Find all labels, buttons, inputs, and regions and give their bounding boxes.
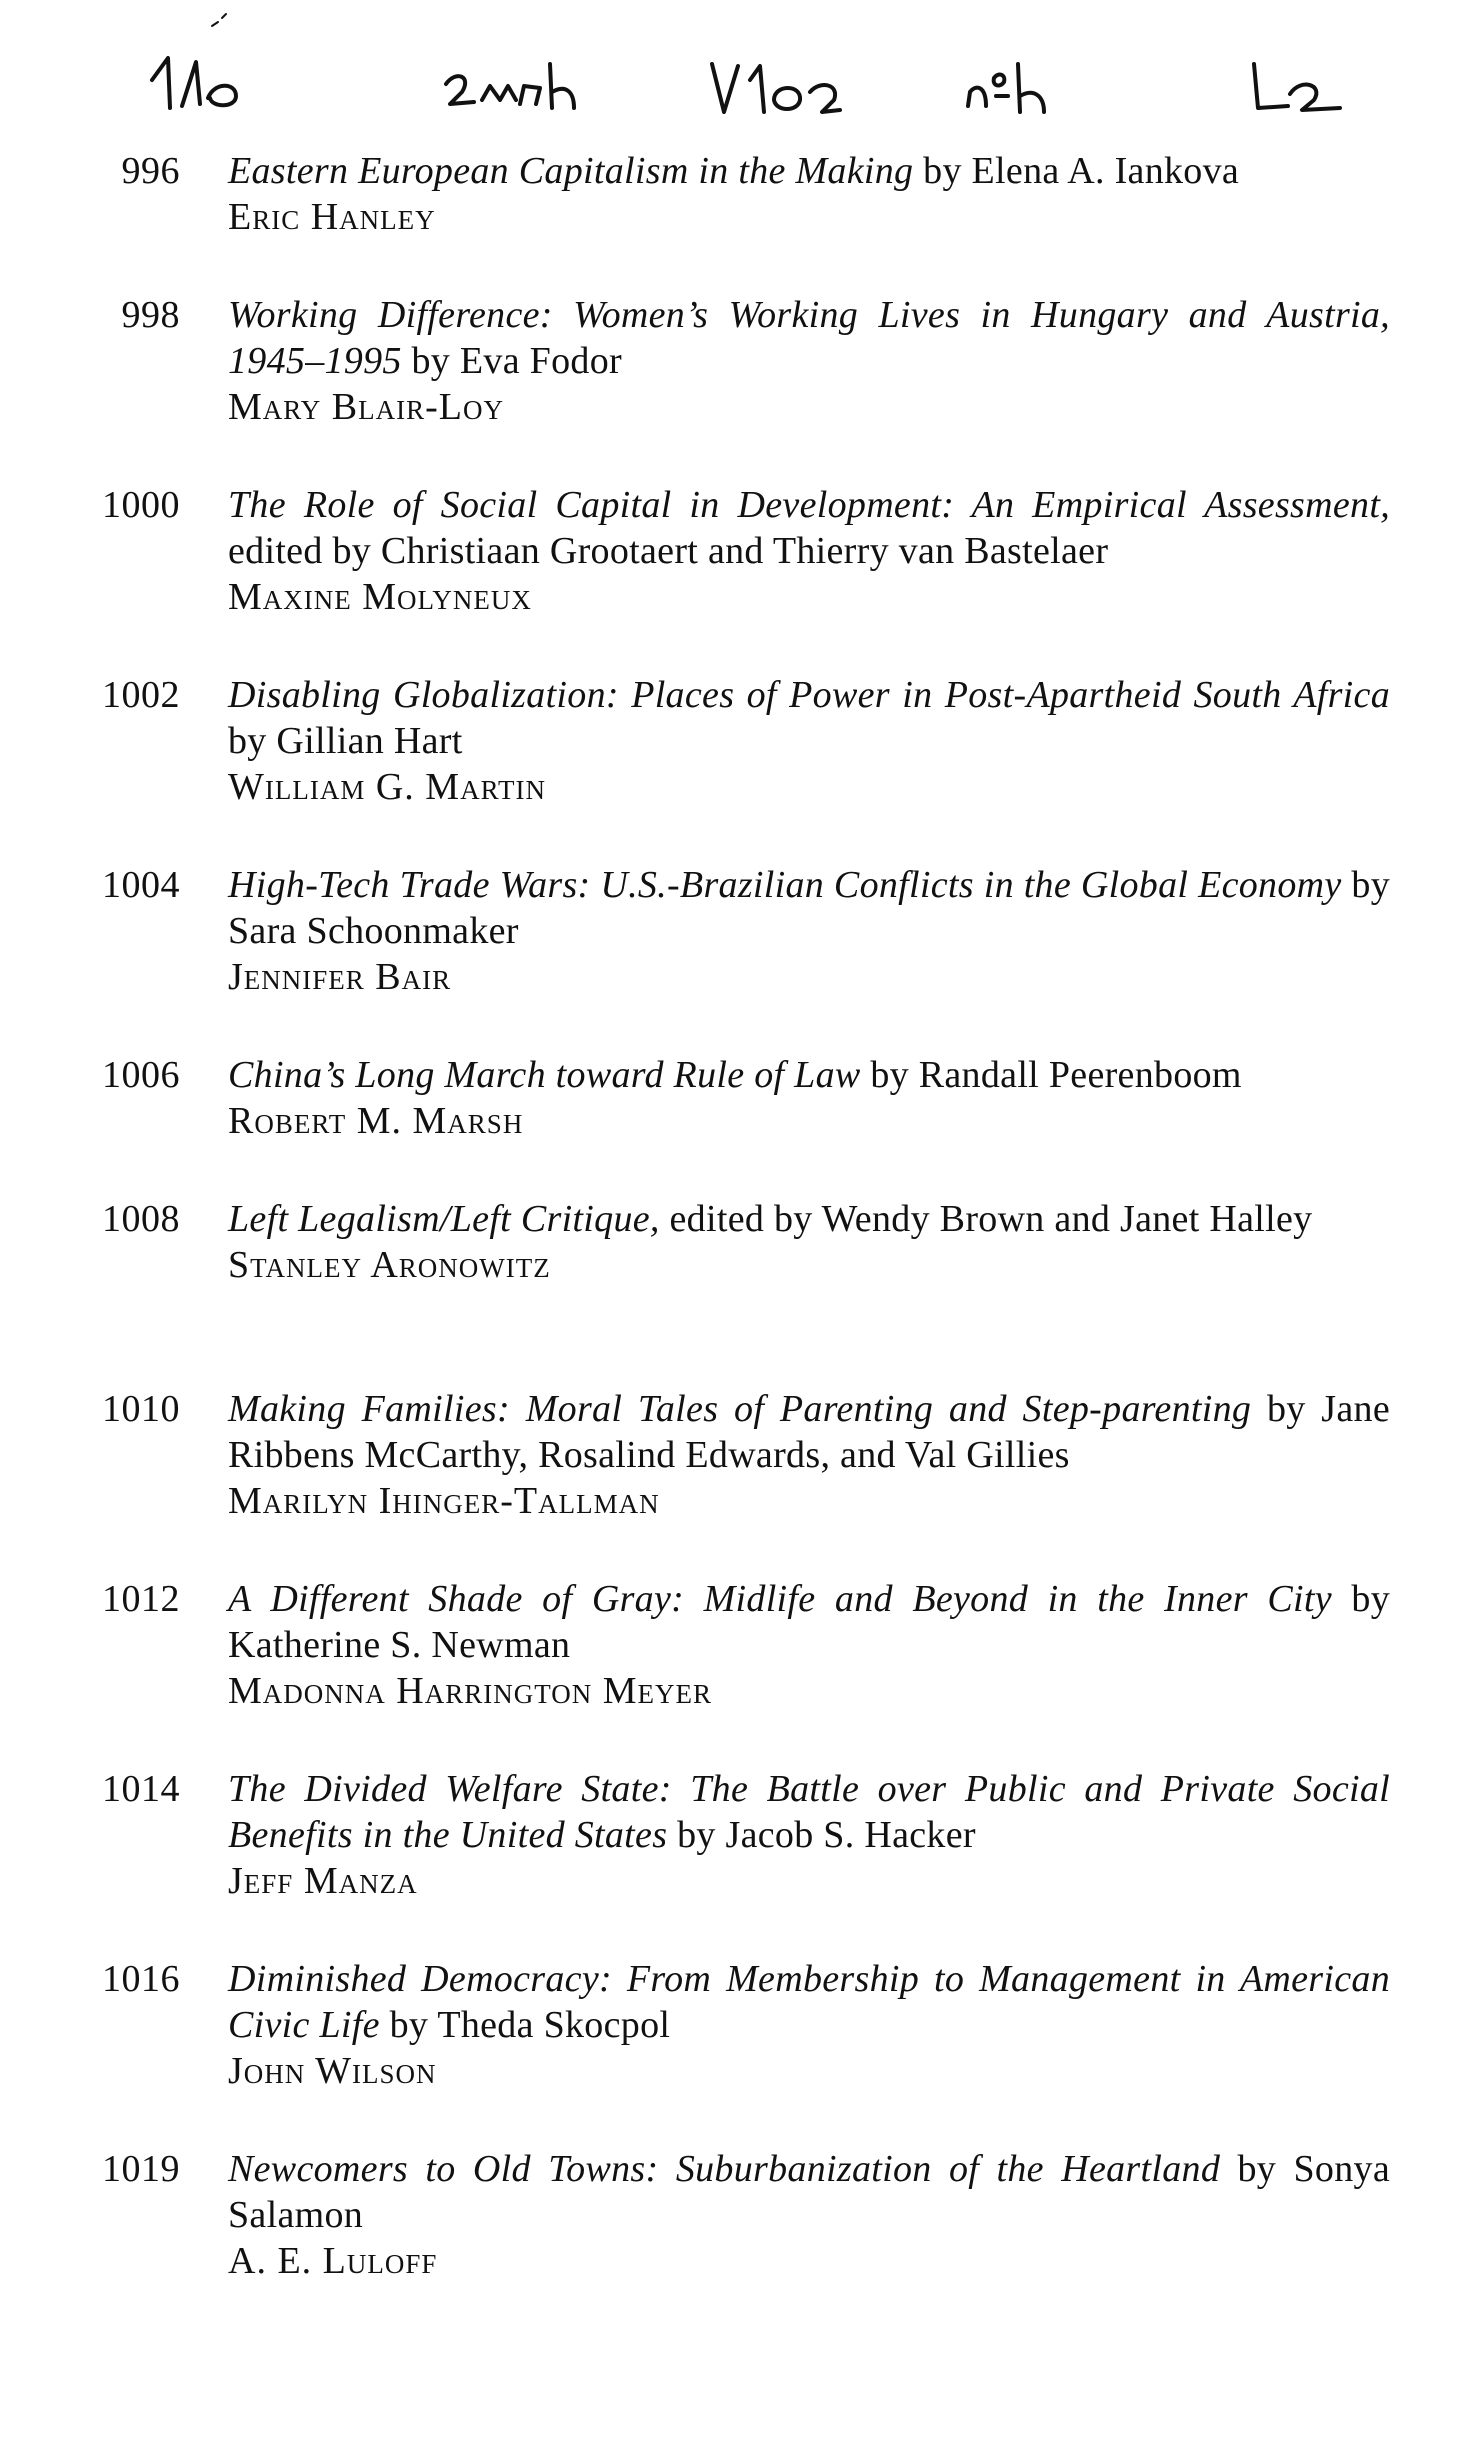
review-entry [0,1956,1463,2146]
page-number: 1008 [102,1198,180,1240]
page-number: 1006 [102,1054,180,1096]
reviewer-name: Maxine Molyneux [228,576,532,618]
review-entry [0,862,1463,1052]
entry-text [228,862,1390,1000]
entry-text [228,1956,1390,2094]
reviewer-name: Eric Hanley [228,196,436,238]
book-title: The Divided Welfare State: The Battle over Public and Private Social Benefits in the United States [228,1768,1390,1856]
entry-text [228,2146,1390,2284]
book-credit: edited by Wendy Brown and Janet Halley [659,1198,1313,1240]
review-entry [0,1766,1463,1956]
review-entry [0,148,1463,292]
page-number: 998 [121,294,180,336]
page-number: 1010 [102,1388,180,1430]
handwritten-annotation-drawing [0,0,1463,160]
book-title: High-Tech Trade Wars: U.S.-Brazilian Conflicts in the Global Economy [228,864,1342,906]
page-number: 1019 [102,2148,180,2190]
page-number: 996 [121,150,180,192]
page-number: 1012 [102,1578,180,1620]
book-credit: by Eva Fodor [401,340,622,382]
book-title: Eastern European Capitalism in the Making [228,150,914,192]
entry-text [228,1766,1390,1904]
book-title: Newcomers to Old Towns: Suburbanization of the Heartland [228,2148,1221,2190]
book-title: A Different Shade of Gray: Midlife and Beyond in the Inner City [228,1578,1332,1620]
entry-text [228,1196,1390,1288]
review-entry [0,1052,1463,1196]
book-credit: by Elena A. Iankova [913,150,1240,192]
book-credit: by Theda Skocpol [379,2004,671,2046]
reviewer-name: Mary Blair-Loy [228,386,505,428]
page-number: 1000 [102,484,180,526]
review-entry [0,482,1463,672]
book-title: China’s Long March toward Rule of Law [228,1054,861,1096]
entry-text [228,1052,1390,1144]
book-title: Left Legalism/Left Critique, [228,1198,660,1240]
book-title: Diminished Democracy: From Membership to Management in American Civic Life [228,1958,1390,2046]
page-number: 1004 [102,864,180,906]
reviewer-name: A. E. Luloff [228,2240,438,2282]
reviewer-name: Madonna Harrington Meyer [228,1670,713,1712]
book-credit: by Katherine S. Newman [228,1578,1390,1666]
page-number: 1016 [102,1958,180,2000]
reviewer-name: Stanley Aronowitz [228,1244,551,1286]
book-title: Working Difference: Women’s Working Lives in Hungary and Austria, 1945–1995 [228,294,1390,382]
book-credit: by Jacob S. Hacker [667,1814,976,1856]
page-number: 1002 [102,674,180,716]
page-number: 1014 [102,1768,180,1810]
book-title: The Role of Social Capital in Development: An Empirical Assessment, [228,484,1390,526]
reviewer-name: William G. Martin [228,766,546,808]
book-credit: by Jane Ribbens McCarthy, Rosalind Edwards, and Val Gillies [228,1388,1390,1476]
review-entry [0,292,1463,482]
reviewer-name: Marilyn Ihinger-Tallman [228,1480,660,1522]
entry-text [228,1576,1390,1714]
entry-text [228,672,1390,810]
review-list [0,148,1463,2336]
review-entry [0,1576,1463,1766]
entry-text [228,482,1390,620]
book-credit: by Randall Peerenboom [860,1054,1242,1096]
entry-text [228,1386,1390,1524]
review-entry [0,1386,1463,1576]
entry-text [228,292,1390,430]
book-credit: by Sonya Salamon [228,2148,1390,2236]
reviewer-name: Robert M. Marsh [228,1100,524,1142]
book-credit: edited by Christiaan Grootaert and Thierry van Bastelaer [228,530,1109,572]
reviewer-name: Jeff Manza [228,1860,418,1902]
book-credit: by Gillian Hart [228,720,463,762]
handwritten-annotation [0,0,1463,160]
book-credit: by Sara Schoonmaker [228,864,1391,952]
entry-text [228,148,1390,240]
reviewer-name: Jennifer Bair [228,956,452,998]
reviewer-name: John Wilson [228,2050,437,2092]
review-entry [0,672,1463,862]
book-title: Making Families: Moral Tales of Parenting and Step-parenting [228,1388,1252,1430]
review-entry [0,2146,1463,2336]
book-title: Disabling Globalization: Places of Power in Post-Apartheid South Africa [228,674,1390,716]
review-entry [0,1196,1463,1386]
